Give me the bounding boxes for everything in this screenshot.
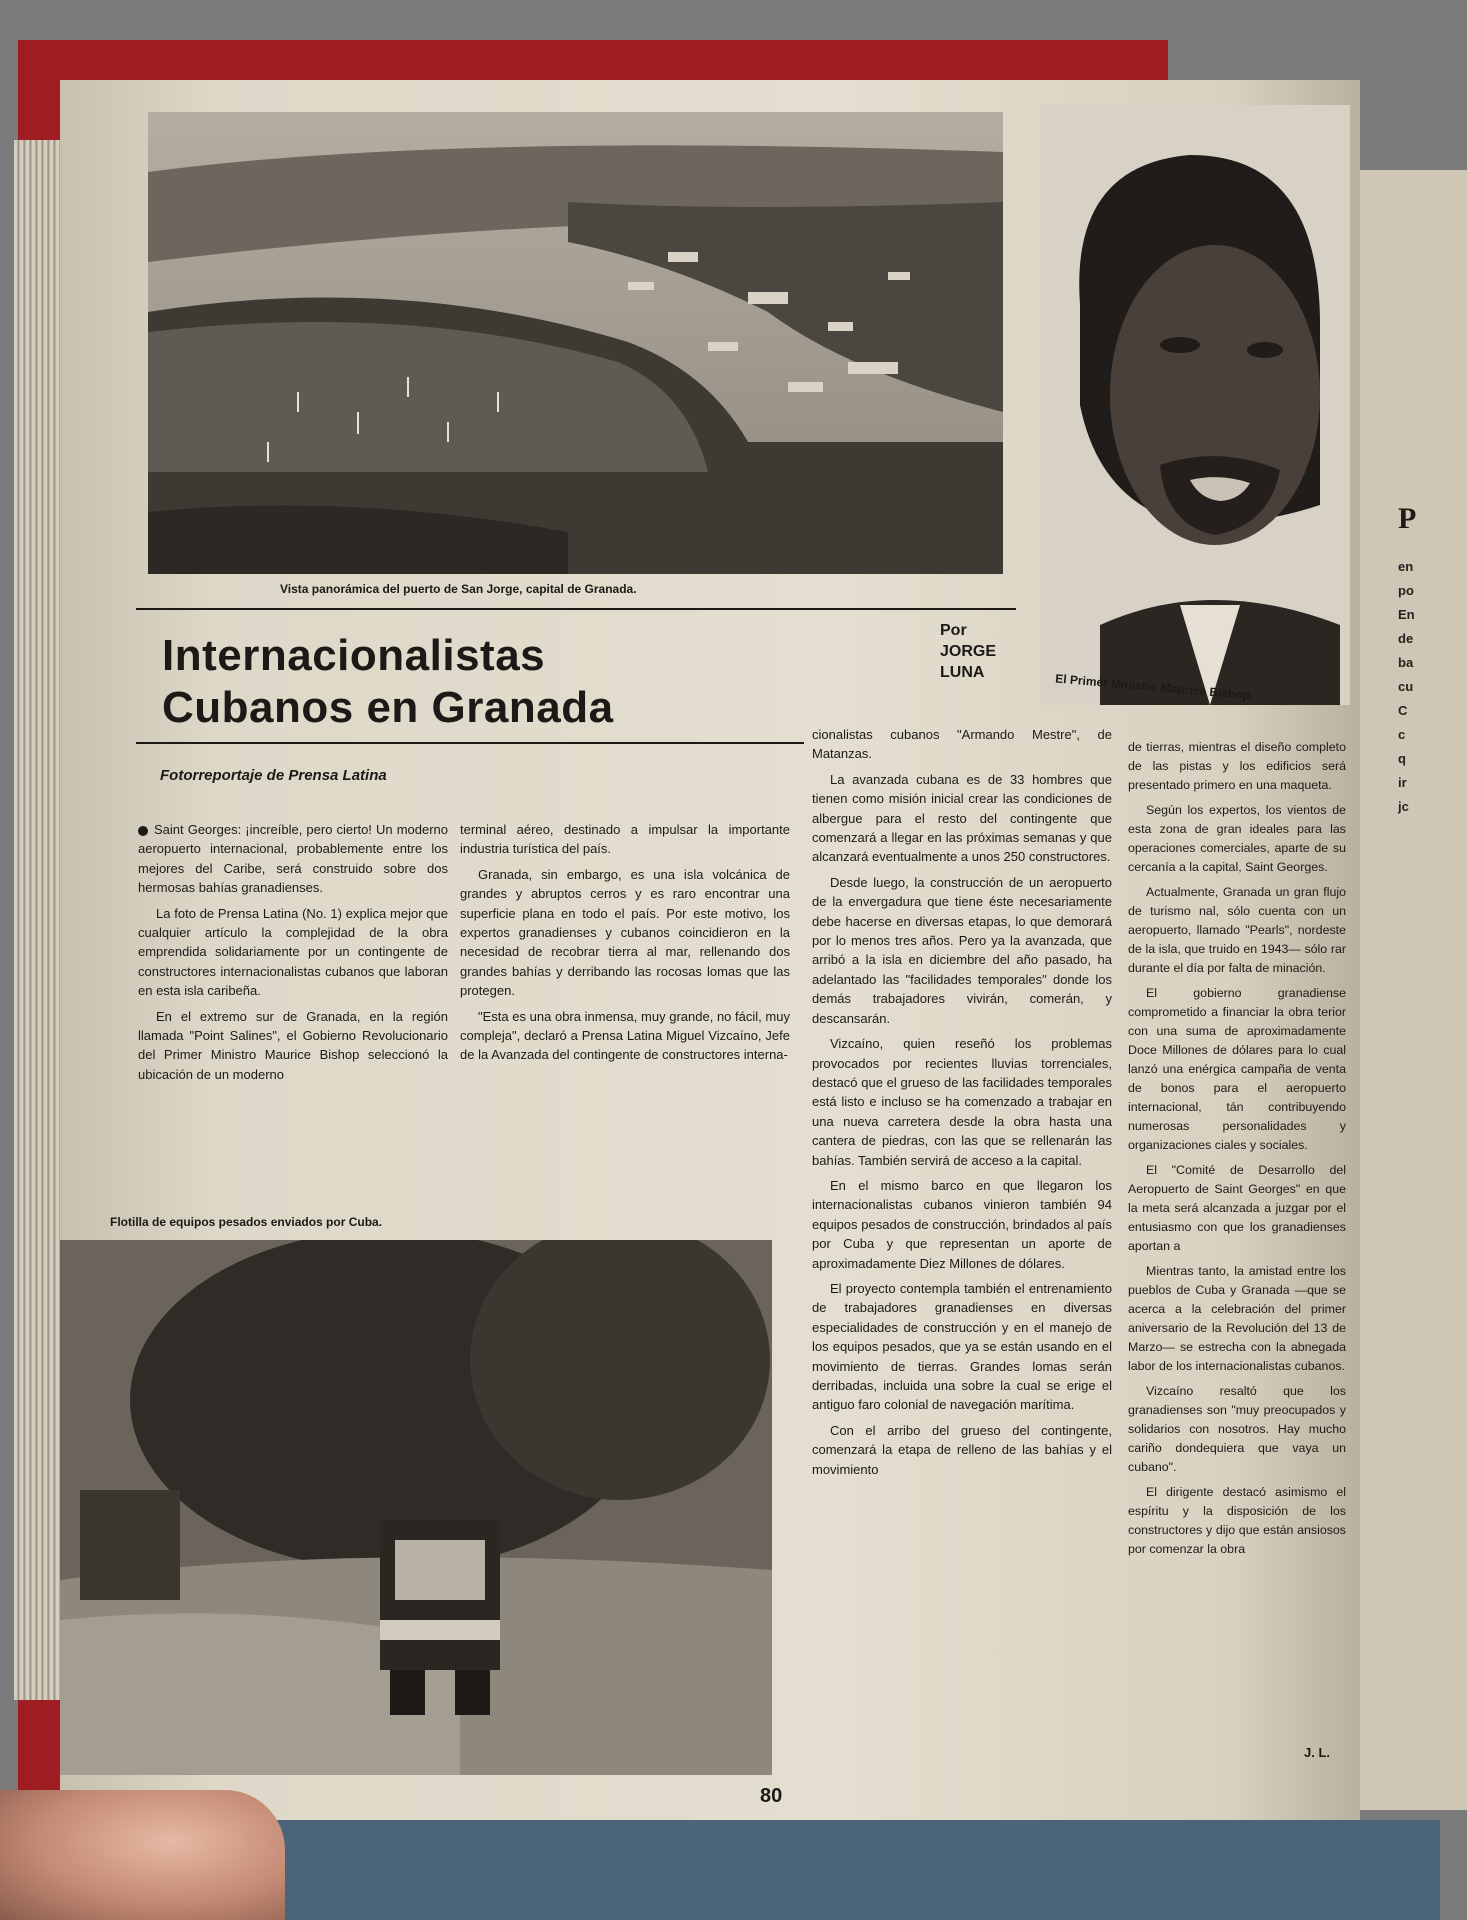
article-subtitle: Fotorreportaje de Prensa Latina: [160, 767, 387, 784]
title-rule: [136, 742, 804, 744]
portrait-photo-caption: El Primer Ministro Maurice Bishop.: [1054, 671, 1254, 703]
paragraph: El gobierno granadiense comprometido a financiar la obra terior con una suma de aproximadamente Doce Millones de dólares para lo cual lanzó una enérgica campaña de venta de bonos para el aeropuerto internacional, tán contribuyendo numerosas personalidades y organizaciones ciales y sociales.: [1128, 986, 1346, 1152]
equipment-photo-caption: Flotilla de equipos pesados enviados por Cuba.: [110, 1215, 383, 1229]
thumb: [0, 1790, 285, 1920]
page-number: 80: [760, 1785, 783, 1807]
paragraph: Según los expertos, los vientos de esta zona de gran ideales para las operaciones comerciales, aparte de su cercanía a la capital, Saint Georges.: [1128, 803, 1346, 874]
paragraph: Actualmente, Granada un gran flujo de turismo nal, sólo cuenta con un aeropuerto, llamado "Pearls", nordeste de la isla, que truido en 1943— sólo rar durante el día por falta de minación.: [1128, 885, 1346, 975]
paragraph: "Esta es una obra inmensa, muy grande, no fácil, muy compleja", declaró a Prensa Latina Miguel Vizcaíno, Jefe de la Avanzada del contingente de constructores interna-: [460, 1008, 790, 1063]
harbor-photo-caption: Vista panorámica del puerto de San Jorge, capital de Granada.: [280, 582, 637, 596]
article-column-3: [812, 725, 1112, 1485]
table-surface: [270, 1820, 1440, 1920]
paragraph: La avanzada cubana es de 33 hombres que tienen como misión inicial crear las condiciones de albergue para el resto del contingente que comenzará a llegar en las próximas semanas y que alcanzará eventualmente a unos 250 constructores.: [812, 771, 1112, 865]
article-column-4: [1128, 738, 1346, 1565]
paragraph: Mientras tanto, la amistad entre los pueblos de Cuba y Granada —que se acerca a la celebración del primer aniversario de la Revolución del 13 de Marzo— se estrecha con la abnegada labor de los internacionalistas cubanos.: [1128, 1264, 1346, 1373]
harbor-photo: [148, 112, 1003, 574]
bullet-icon: [138, 826, 148, 836]
byline: Por JORGE LUNA: [940, 622, 997, 681]
paragraph: Granada, sin embargo, es una isla volcánica de grandes y abruptos cerros y es raro encontrar una superficie plana en todo el país. Por este motivo, los expertos granadienses y cubanos coincidieron en la necesidad de recobrar tierra al mar, rellenando dos grandes bahías y derribando las rocosas lomas que las protegen.: [460, 866, 790, 999]
top-rule: [136, 608, 1016, 610]
article-title: [162, 630, 614, 734]
article-column-2: [460, 820, 790, 1071]
paragraph: Vizcaíno resaltó que los granadienses son "muy preocupados y solidarios con nosotros. Hay mucho cariño dondequiera que vaya un cubano".: [1128, 1384, 1346, 1474]
adjacent-page: [1345, 170, 1467, 1810]
article-title-line2: Cubanos en Granada: [162, 683, 614, 732]
magazine-page: [60, 80, 1360, 1820]
paragraph: Saint Georges: ¡increíble, pero cierto! Un moderno aeropuerto internacional, probablemente entre los mejores del Caribe, será construido sobre dos hermosas bahías granadienses.: [138, 822, 448, 896]
paragraph: El dirigente destacó asimismo el espíritu y la disposición de los constructores y dijo que están ansiosos por comenzar la obra: [1128, 1485, 1346, 1556]
portrait-photo: [1040, 105, 1350, 705]
paragraph: Desde luego, la construcción de un aeropuerto de la envergadura que tiene éste necesariamente debe hacerse en diversas etapas, lo que demorará por lo menos tres años. Pero ya la avanzada, que arribó a la isla en diciembre del año pasado, ha adelantado las "facilidades temporales" donde los demás trabajadores vivirán, comerán, y descansarán.: [812, 874, 1112, 1026]
adjacent-page-heading: P: [1398, 502, 1417, 535]
article-title-line1: Internacionalistas: [162, 631, 546, 680]
paragraph: En el mismo barco en que llegaron los internacionalistas cubanos vinieron también 94 equipos pesados de construcción, brindados al país por Cuba y que representan un aporte de aproximadamente Diez Millones de dólares.: [812, 1177, 1112, 1271]
paragraph: En el extremo sur de Granada, en la región llamada "Point Salines", el Gobierno Revolucionario del Primer Ministro Maurice Bishop seleccionó la ubicación de un moderno: [138, 1008, 448, 1082]
article-column-1: [138, 820, 448, 1090]
paragraph: cionalistas cubanos "Armando Mestre", de Matanzas.: [812, 727, 1112, 762]
adjacent-page-fragments: en po En de ba cu C c q ir jc: [1398, 559, 1415, 814]
paragraph: Vizcaíno, quien reseñó los problemas provocados por recientes lluvias torrenciales, destacó que el grueso de las facilidades temporales está listo e incluso se ha comenzado a trabajar en una nueva carretera desde la obra hasta una cantera de piedras, con las que se rellenarán las bahías. También servirá de acceso a la capital.: [812, 1036, 1112, 1168]
paragraph: El "Comité de Desarrollo del Aeropuerto de Saint Georges" en que la meta será alcanzada a juzgar por el entusiasmo con que los granadienses aportan a: [1128, 1163, 1346, 1253]
author-signature: J. L.: [1303, 1745, 1330, 1760]
equipment-photo: [60, 1240, 772, 1775]
paragraph: La foto de Prensa Latina (No. 1) explica mejor que cualquier artículo la complejidad de la obra emprendida solidariamente por un contingente de constructores internacionalistas cubanos que laboran en esta isla caribeña.: [138, 905, 448, 999]
paragraph: El proyecto contempla también el entrenamiento de trabajadores granadienses en diversas especialidades de construcción y en el manejo de los equipos pesados, que ya se están usando en el movimiento de tierras. Grandes lomas serán derribadas, incluida una sobre la cual se erige el antiguo faro colonial de navegación marítima.: [812, 1280, 1112, 1413]
paragraph: Con el arribo del grueso del contingente, comenzará la etapa de relleno de las bahías y el movimiento: [812, 1422, 1112, 1477]
paragraph: terminal aéreo, destinado a impulsar la importante industria turística del país.: [460, 822, 790, 857]
paragraph: de tierras, mientras el diseño completo de las pistas y los edificios será presentado primero en una maqueta.: [1128, 740, 1346, 792]
